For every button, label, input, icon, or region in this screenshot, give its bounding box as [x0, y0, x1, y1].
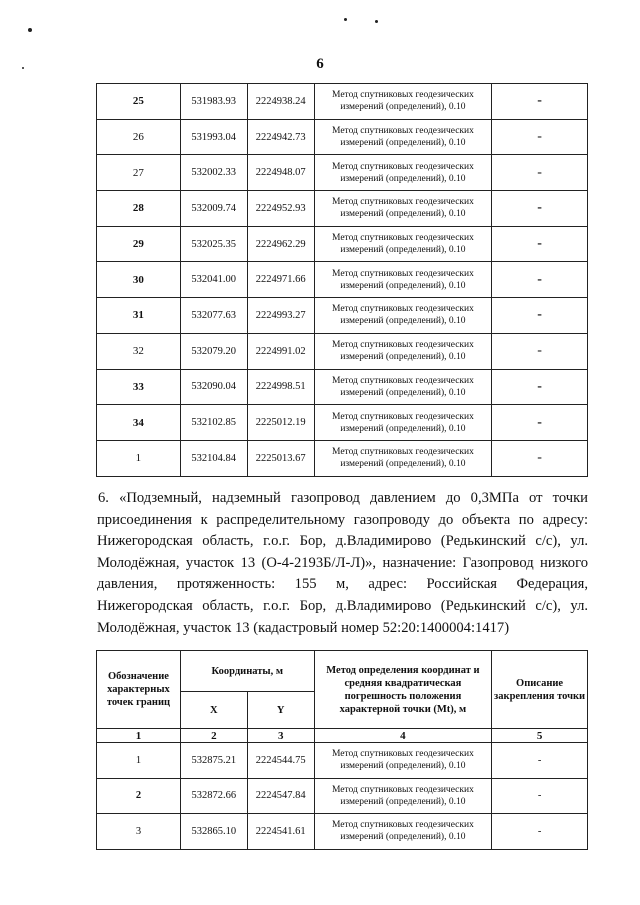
- y-coordinate-cell: 2224962.29: [247, 226, 314, 262]
- method-cell: Метод спутниковых геодезических измерений (определений), 0.10: [314, 226, 492, 262]
- fixing-cell: -: [492, 333, 588, 369]
- header-point: Обозначение характерных точек границ: [97, 651, 181, 729]
- x-coordinate-cell: 532041.00: [180, 262, 247, 298]
- object-description: 6. «Подземный, надземный газопровод давлением до 0,3МПа от точки присоединения к распределительному газопроводу до объекта по адресу: Нижегородская область, г.о.г. Бор, д.Владимирово (Редькинский с/с), ул. Молодёжная, участок 13 (О-4-2193Б/Л-Л)», назначение: Газопровод низкого давления, протяженность: 155 м, адрес: Российская Федерация, Нижегородская область, г.о.г. Бор, д.Владимирово (Редькинский с/с), ул. Молодёжная, участок 13 (кадастровый номер 52:20:1400004:1417): [97, 490, 588, 636]
- fixing-cell: -: [492, 155, 588, 191]
- coordinates-table: [96, 650, 588, 850]
- point-number-cell: 26: [97, 119, 181, 155]
- table-row: [97, 743, 588, 779]
- method-cell: Метод спутниковых геодезических измерений (определений), 0.10: [314, 262, 492, 298]
- x-coordinate-cell: 532079.20: [180, 333, 247, 369]
- x-coordinate-cell: 532102.85: [180, 405, 247, 441]
- y-coordinate-cell: 2225013.67: [247, 440, 314, 476]
- point-number-cell: 29: [97, 226, 181, 262]
- scan-dot: [344, 18, 347, 21]
- coordinates-table-continued: [96, 83, 588, 477]
- column-number: 2: [180, 729, 247, 743]
- scan-dot: [375, 20, 378, 23]
- fixing-cell: -: [492, 262, 588, 298]
- page-number: 6: [316, 56, 324, 72]
- column-number: 4: [314, 729, 491, 743]
- point-number-cell: 1: [97, 440, 181, 476]
- x-coordinate-cell: 532077.63: [180, 298, 247, 334]
- fixing-cell: -: [492, 119, 588, 155]
- fixing-cell: -: [492, 191, 588, 227]
- table-row: [97, 405, 588, 441]
- y-coordinate-cell: 2224952.93: [247, 191, 314, 227]
- method-cell: Метод спутниковых геодезических измерений (определений), 0.10: [314, 814, 491, 850]
- table-row: [97, 155, 588, 191]
- y-coordinate-cell: 2224998.51: [247, 369, 314, 405]
- table-row: [97, 119, 588, 155]
- x-coordinate-cell: 532025.35: [180, 226, 247, 262]
- table-row: [97, 369, 588, 405]
- table-row: [97, 191, 588, 227]
- x-coordinate-cell: 531993.04: [180, 119, 247, 155]
- method-cell: Метод спутниковых геодезических измерений (определений), 0.10: [314, 369, 492, 405]
- point-number-cell: 33: [97, 369, 181, 405]
- fixing-cell: -: [492, 405, 588, 441]
- method-cell: Метод спутниковых геодезических измерений (определений), 0.10: [314, 119, 492, 155]
- point-number-cell: 1: [97, 743, 181, 779]
- column-number: 5: [492, 729, 588, 743]
- method-cell: Метод спутниковых геодезических измерений (определений), 0.10: [314, 191, 492, 227]
- header-method: Метод определения координат и средняя квадратическая погрешность положения характерной точки (Mt), м: [314, 651, 491, 729]
- point-number-cell: 34: [97, 405, 181, 441]
- point-number-cell: 2: [97, 778, 181, 814]
- x-coordinate-cell: 532090.04: [180, 369, 247, 405]
- fixing-cell: -: [492, 84, 588, 120]
- point-number-cell: 28: [97, 191, 181, 227]
- fixing-cell: -: [492, 369, 588, 405]
- method-cell: Метод спутниковых геодезических измерений (определений), 0.10: [314, 84, 492, 120]
- point-number-cell: 25: [97, 84, 181, 120]
- method-cell: Метод спутниковых геодезических измерений (определений), 0.10: [314, 743, 491, 779]
- point-number-cell: 32: [97, 333, 181, 369]
- fixing-cell: -: [492, 226, 588, 262]
- y-coordinate-cell: 2224971.66: [247, 262, 314, 298]
- y-coordinate-cell: 2224942.73: [247, 119, 314, 155]
- point-number-cell: 30: [97, 262, 181, 298]
- header-x: X: [180, 692, 247, 729]
- method-cell: Метод спутниковых геодезических измерений (определений), 0.10: [314, 155, 492, 191]
- x-coordinate-cell: 531983.93: [180, 84, 247, 120]
- table-row: [97, 262, 588, 298]
- header-y: Y: [247, 692, 314, 729]
- x-coordinate-cell: 532872.66: [180, 778, 247, 814]
- method-cell: Метод спутниковых геодезических измерений (определений), 0.10: [314, 405, 492, 441]
- fixing-cell: -: [492, 814, 588, 850]
- x-coordinate-cell: 532865.10: [180, 814, 247, 850]
- fixing-cell: -: [492, 298, 588, 334]
- y-coordinate-cell: 2224547.84: [247, 778, 314, 814]
- table-row: [97, 84, 588, 120]
- fixing-cell: -: [492, 743, 588, 779]
- y-coordinate-cell: 2224993.27: [247, 298, 314, 334]
- column-number: 3: [247, 729, 314, 743]
- fixing-cell: -: [492, 440, 588, 476]
- y-coordinate-cell: 2225012.19: [247, 405, 314, 441]
- y-coordinate-cell: 2224938.24: [247, 84, 314, 120]
- point-number-cell: 27: [97, 155, 181, 191]
- x-coordinate-cell: 532875.21: [180, 743, 247, 779]
- header-fixing: Описание закрепления точки: [492, 651, 588, 729]
- method-cell: Метод спутниковых геодезических измерений (определений), 0.10: [314, 778, 491, 814]
- table-row: [97, 778, 588, 814]
- x-coordinate-cell: 532104.84: [180, 440, 247, 476]
- y-coordinate-cell: 2224544.75: [247, 743, 314, 779]
- table-row: [97, 440, 588, 476]
- table-row: [97, 333, 588, 369]
- fixing-cell: -: [492, 778, 588, 814]
- point-number-cell: 3: [97, 814, 181, 850]
- column-number: 1: [97, 729, 181, 743]
- table-row: [97, 226, 588, 262]
- x-coordinate-cell: 532009.74: [180, 191, 247, 227]
- table-row: [97, 814, 588, 850]
- y-coordinate-cell: 2224541.61: [247, 814, 314, 850]
- method-cell: Метод спутниковых геодезических измерений (определений), 0.10: [314, 298, 492, 334]
- y-coordinate-cell: 2224991.02: [247, 333, 314, 369]
- header-coordinates: Координаты, м: [180, 651, 314, 692]
- x-coordinate-cell: 532002.33: [180, 155, 247, 191]
- method-cell: Метод спутниковых геодезических измерений (определений), 0.10: [314, 333, 492, 369]
- table-row: [97, 298, 588, 334]
- point-number-cell: 31: [97, 298, 181, 334]
- y-coordinate-cell: 2224948.07: [247, 155, 314, 191]
- scan-dot: [28, 28, 32, 32]
- method-cell: Метод спутниковых геодезических измерений (определений), 0.10: [314, 440, 492, 476]
